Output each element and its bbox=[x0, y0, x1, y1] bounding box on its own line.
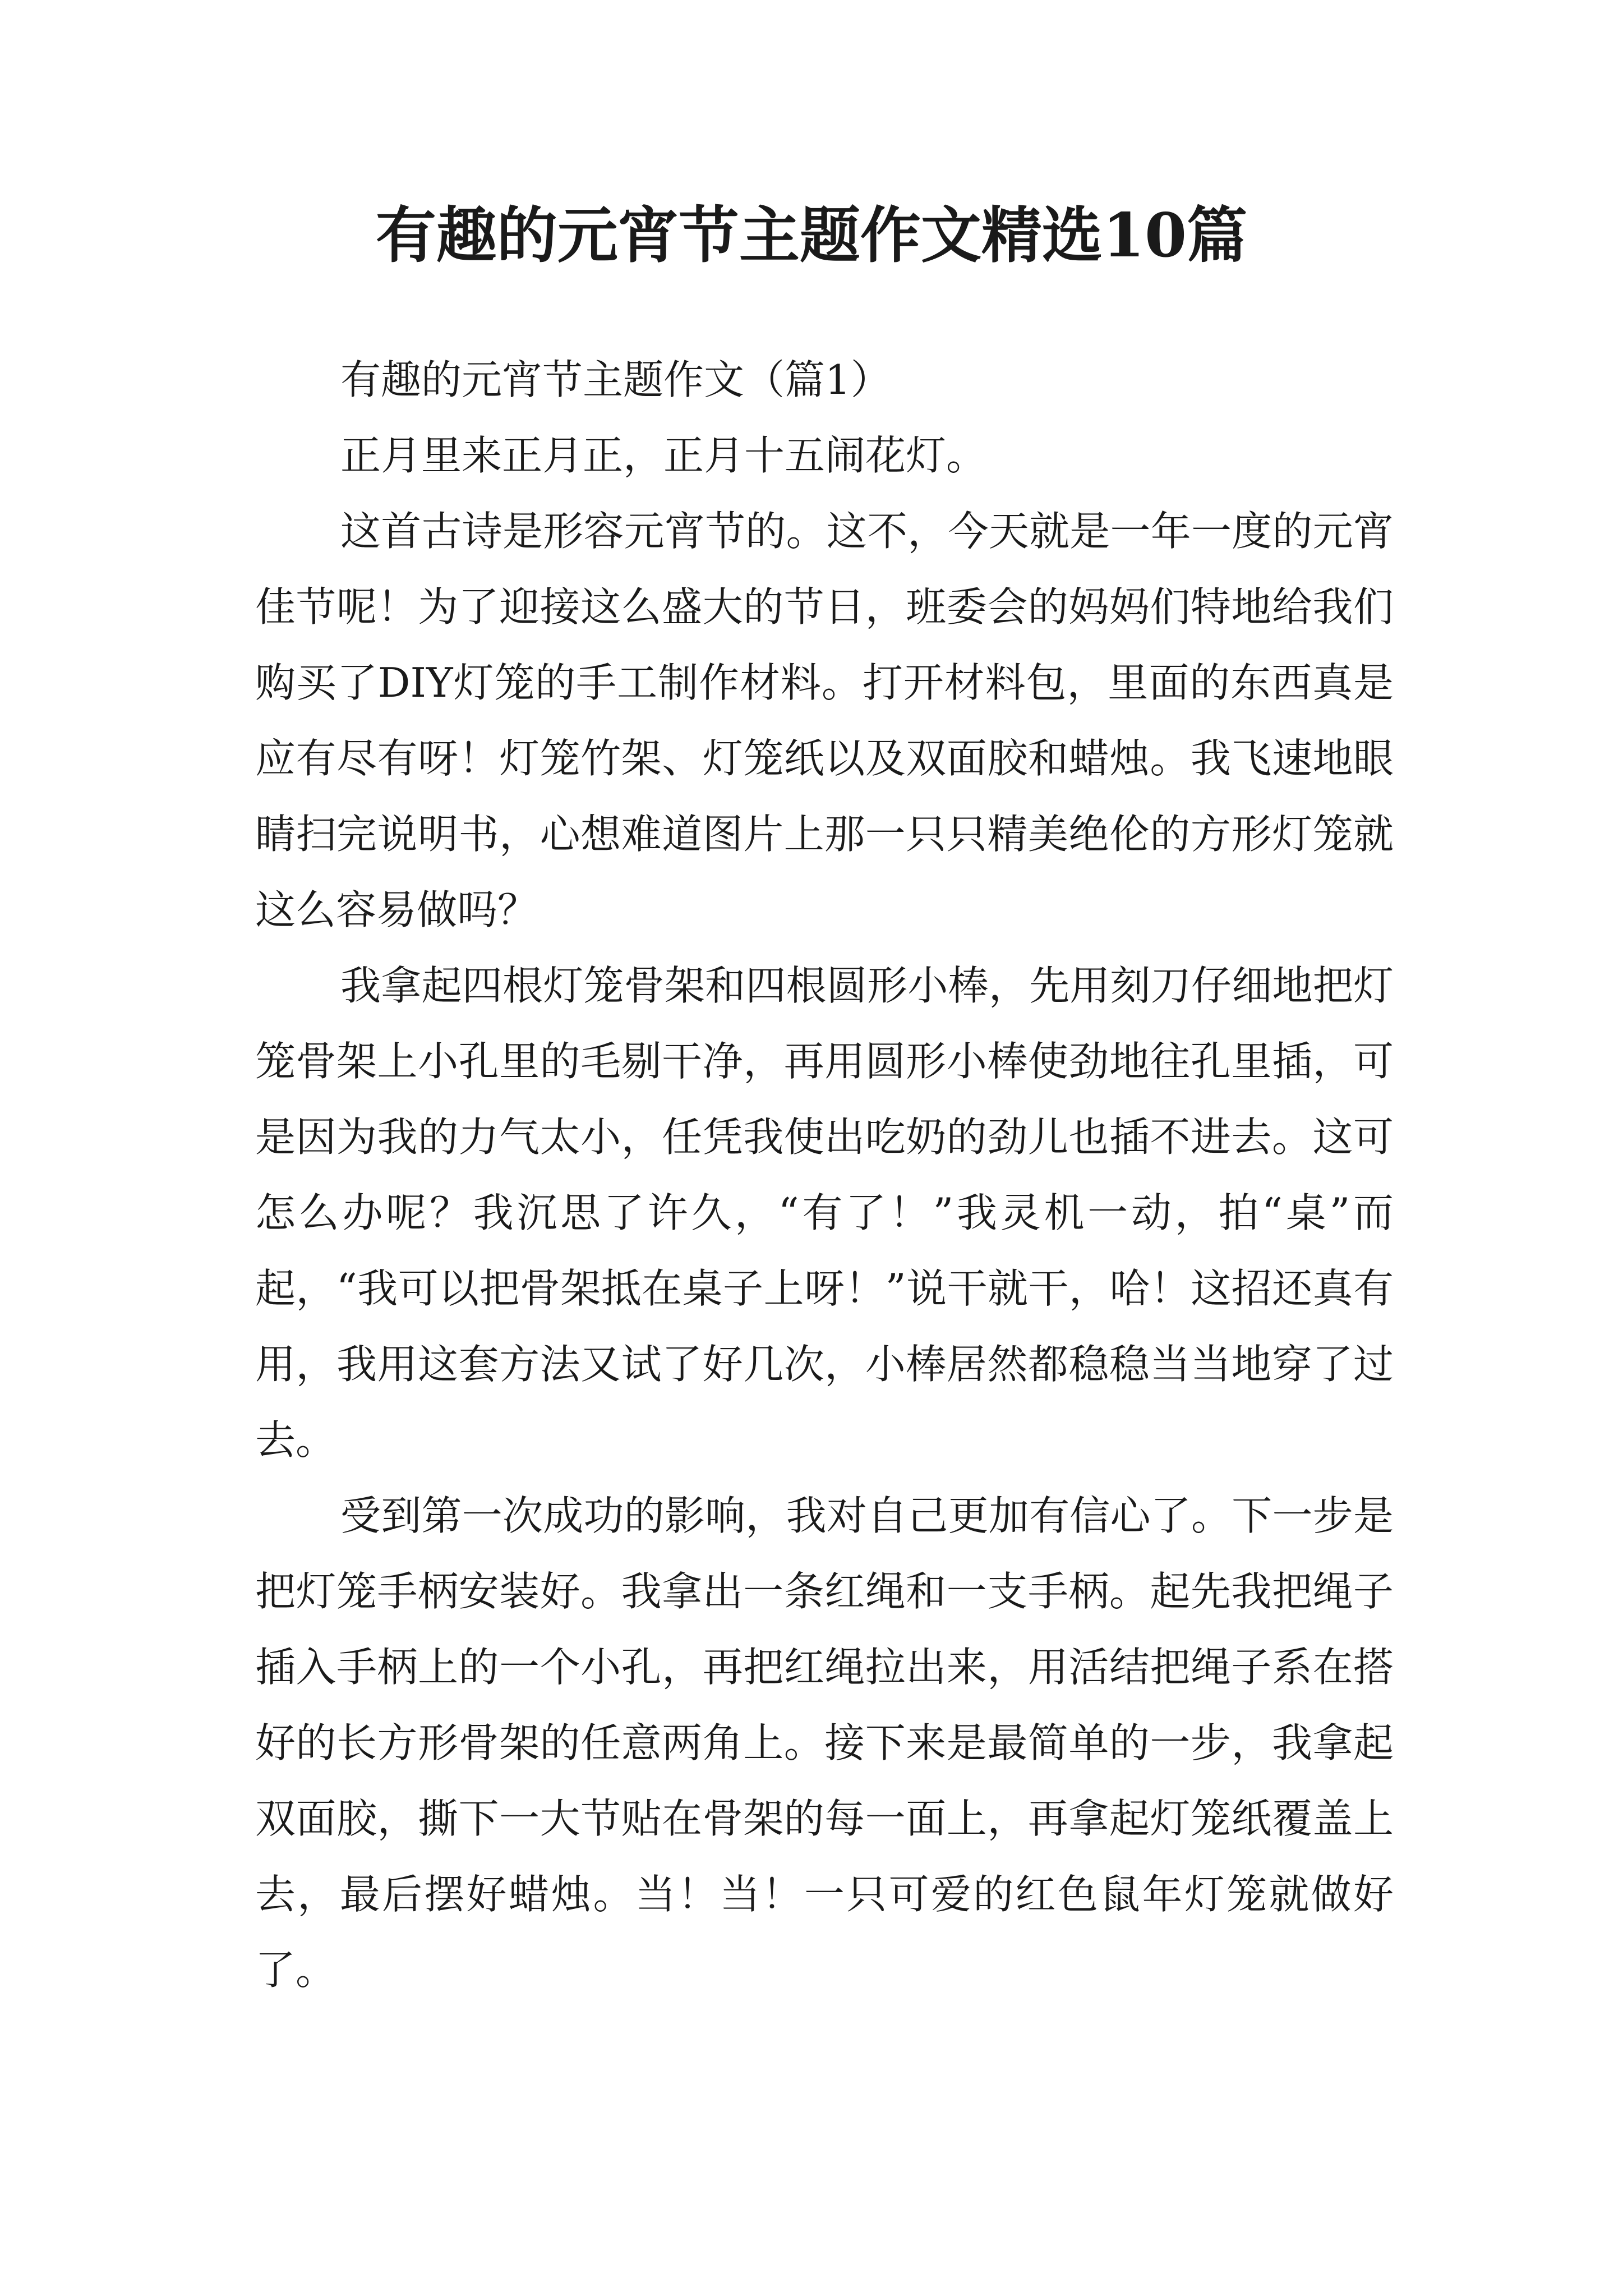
paragraph: 这首古诗是形容元宵节的。这不，今天就是一年一度的元宵佳节呢！为了迎接这么盛大的节日，班委会的妈妈们特地给我们购买了DIY灯笼的手工制作材料。打开材料包，里面的东西真是应有尽有呀！灯笼竹架、灯笼纸以及双面胶和蜡烛。我飞速地眼睛扫完说明书，心想难道图片上那一只只精美绝伦的方形灯笼就这么容易做吗？ bbox=[255, 508, 1394, 933]
section-heading: 有趣的元宵节主题作文（篇1） bbox=[340, 356, 891, 403]
document-body bbox=[255, 342, 1394, 2008]
document-title: 有趣的元宵节主题作文精选10篇 bbox=[375, 200, 1248, 271]
paragraph: 正月里来正月正，正月十五闹花灯。 bbox=[340, 432, 987, 479]
paragraph: 受到第一次成功的影响，我对自己更加有信心了。下一步是把灯笼手柄安装好。我拿出一条红绳和一支手柄。起先我把绳子插入手柄上的一个小孔，再把红绳拉出来，用活结把绳子系在搭好的长方形骨架的任意两角上。接下来是最简单的一步，我拿起双面胶，撕下一大节贴在骨架的每一面上，再拿起灯笼纸覆盖上去，最后摆好蜡烛。当！当！一只可爱的红色鼠年灯笼就做好了。 bbox=[255, 1492, 1394, 1994]
paragraph: 我拿起四根灯笼骨架和四根圆形小棒，先用刻刀仔细地把灯笼骨架上小孔里的毛剔干净，再用圆形小棒使劲地往孔里插，可是因为我的力气太小，任凭我使出吃奶的劲儿也插不进去。这可怎么办呢？我沉思了许久，“有了！”我灵机一动，拍“桌”而起，“我可以把骨架抵在桌子上呀！”说干就干，哈！这招还真有用，我用这套方法又试了好几次，小棒居然都稳稳当当地穿了过去。 bbox=[255, 962, 1394, 1464]
